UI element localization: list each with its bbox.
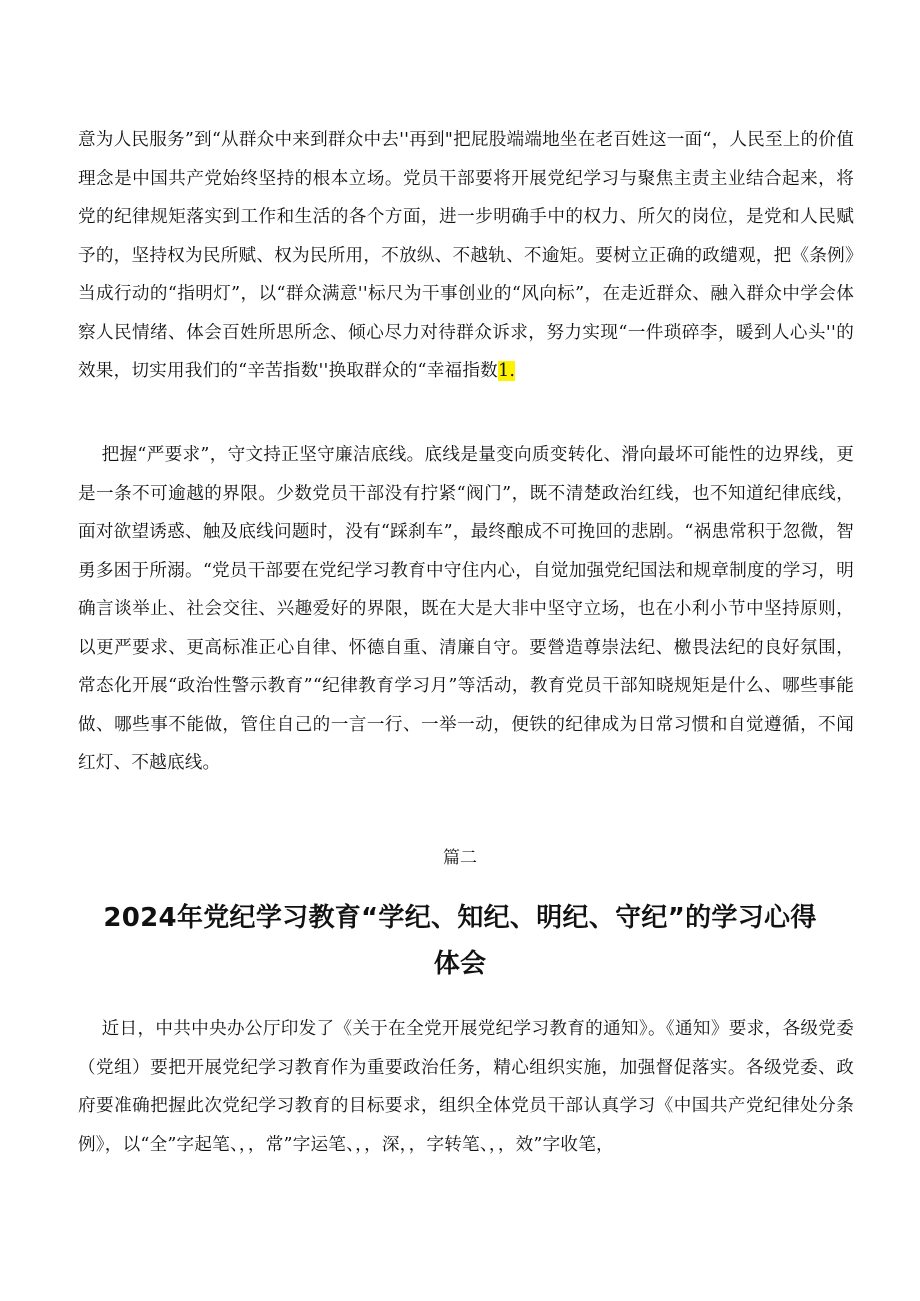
paragraph-1-text: 意为人民服务”到“从群众中来到群众中去''再到"把屁股端端地坐在老百姓这一面“，人民至上的价值理念是中国共产党始终坚持的根本立场。党员干部要将开展党纪学习与聚焦主责主业结合起来，将党的纪律规矩落实到工作和生活的各个方面，进一步明确手中的权力、所欠的岗位，是党和人民赋予的，坚持权为民所赋、权为民所用，不放纵、不越轨、不逾矩。要树立正确的政缱观，把《条例》当成行动的“指明灯”，以“群众满意''标尺为干事创业的“风向标”，在走近群众、融入群众中学会体察人民情绪、体会百姓所思所念、倾心尽力对待群众诉求，努力实现“一件琐碎李，暖到人心头''的效果，切实用我们的“辛苦指数''换取群众的“幸福指数 xyxy=(78,130,854,381)
document-title: 2024年党纪学习教育“学纪、知纪、明纪、守纪”的学习心得体会 xyxy=(103,903,817,979)
paragraph-3: 近日，中共中央办公厅印发了《关于在全党开展党纪学习教育的通知》。《通知》要求，各级党委（党组）要把开展党纪学习教育作为重要政治任务，精心组织实施，加强督促落实。各级党委、政府要准确把握此次党纪学习教育的目标要求，组织全体党员干部认真学习《中国共产党纪律处分条例》，以“全”字起笔、，，常”字运笔、，，深，，字转笔、，，效”字收笔， xyxy=(78,1019,854,1155)
highlighted-text: 1. xyxy=(497,361,516,381)
section-label: 篇二 xyxy=(443,848,477,868)
paragraph-2: 把握“严要求”，守文持正坚守廉洁底线。底线是量变向质变转化、滑向最坏可能性的边界线，更是一条不可逾越的界限。少数党员干部没有拧紧“阀门”，既不清楚政治红线，也不知道纪律底线，面对欲望诱惑、触及底线问题时，没有“踩刹车”，最终酿成不可挽回的悲剧。“祸患常积于忽微，智勇多困于所溺。“党员干部要在党纪学习教育中守住内心，自觉加强党纪国法和规章制度的学习，明确言谈举止、社会交往、兴趣爱好的界限，既在大是大非中坚守立场，也在小利小节中坚持原则，以更严要求、更高标准正心自律、怀德自重、清廉自守。要營造尊崇法纪、檄畏法纪的良好氛围，常态化开展“政治性警示教育”“纪律教育学习月”等活动，教育党员干部知晓规矩是什么、哪些事能做、哪些事不能做，管住自己的一言一行、一举一动，便铁的纪律成为日常习惯和自觉遵循，不闻红灯、不越底线。 xyxy=(78,445,855,773)
paragraph-1 xyxy=(78,121,854,391)
